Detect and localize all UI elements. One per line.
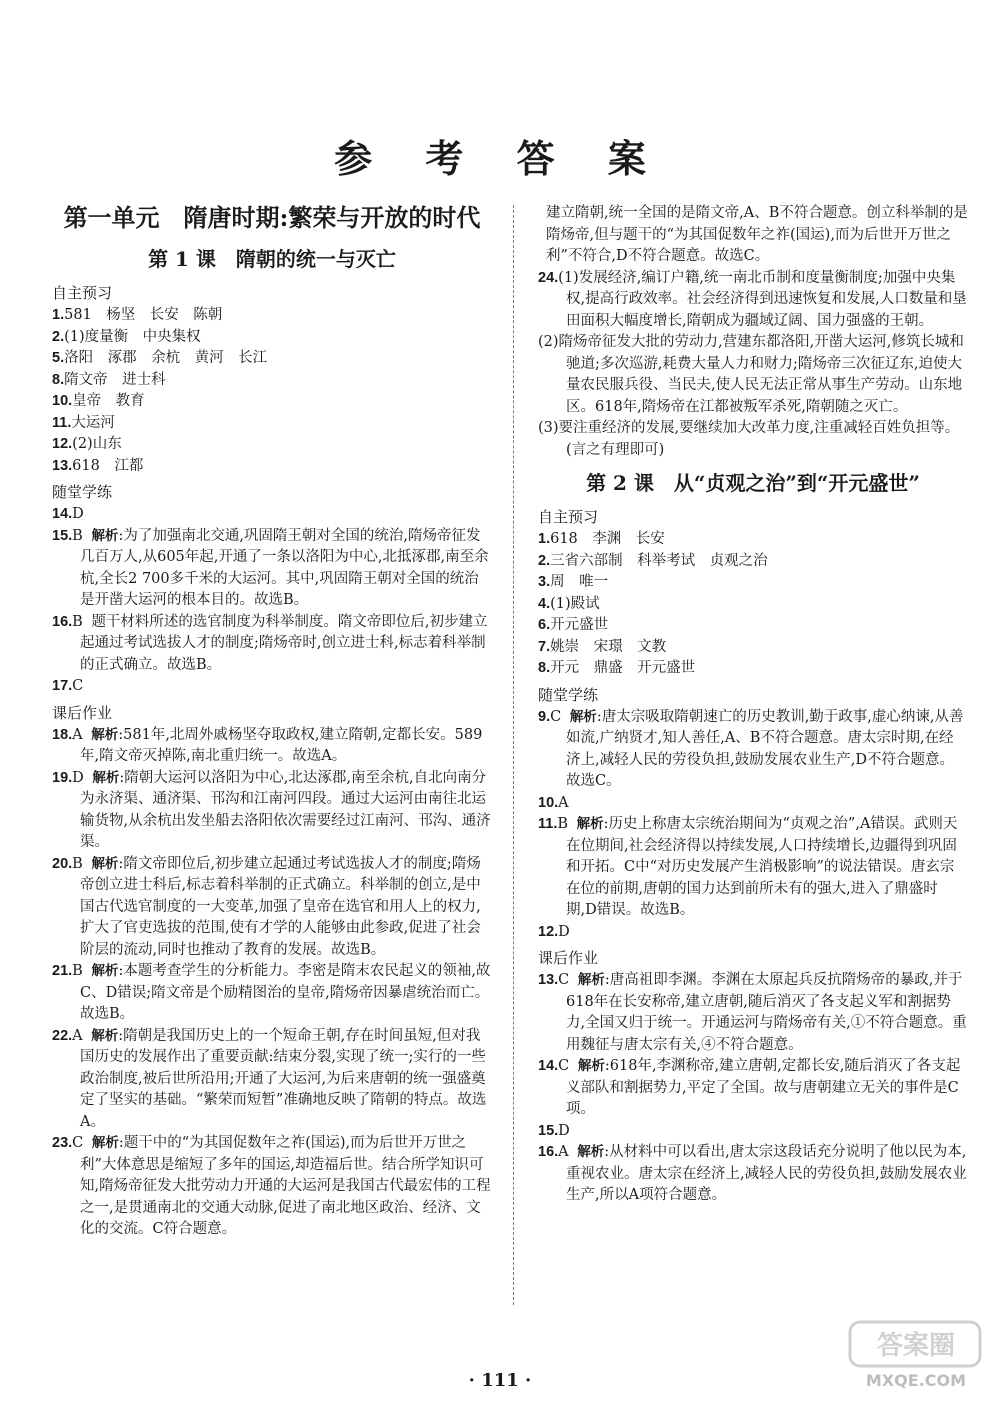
- answer-item: 24.(1)发展经济,编订户籍,统一南北币制和度量衡制度;加强中央集权,提高行政效率。社会经济得到迅速恢复和发展,人口数量和垦田面积大幅度增长,隋朝成为疆域辽阔、国力强盛的王朝。: [538, 269, 967, 329]
- answer-item: 1.581 杨坚 长安 陈朝: [52, 307, 223, 323]
- answer-item: 22.A 解析:隋朝是我国历史上的一个短命王朝,存在时间虽短,但对我国历史的发展作出了重要贡献:结束分裂,实现了统一;实行的一些政治制度,被后世所沿用;开通了大运河,为后来唐朝的统一强盛奠定了坚实的基础。“繁荣而短暂”准确地反映了隋朝的特点。故选A。: [52, 1027, 487, 1130]
- unit-title: 第一单元 隋唐时期:繁荣与开放的时代: [63, 203, 481, 232]
- class-practice-list: [538, 707, 968, 944]
- section-preview: 自主预习: [538, 508, 599, 526]
- q24-answer: [538, 268, 968, 462]
- class-practice-list: [52, 504, 492, 698]
- right-column: [538, 203, 968, 1207]
- svg-text:答案圈: 答案圈: [876, 1331, 956, 1361]
- section-class-practice: 随堂学练: [538, 685, 599, 704]
- answer-item: 17.C: [52, 678, 84, 694]
- section-homework: 课后作业: [52, 703, 113, 722]
- answer-item: 6.开元盛世: [538, 617, 609, 633]
- answer-item: (2)隋炀帝征发大批的劳动力,营建东都洛阳,开凿大运河,修筑长城和驰道;多次巡游,耗费大量人力和财力;隋炀帝三次征辽东,迫使大量农民服兵役、当民夫,使人民无法正常从事生产劳动。山东地区。618年,隋炀帝在江都被叛军杀死,隋朝随之灭亡。: [538, 334, 964, 415]
- section-class-practice: 随堂学练: [52, 483, 113, 501]
- lesson-2-title: 第 2 课 从“贞观之治”到“开元盛世”: [586, 471, 920, 495]
- homework-list: [52, 725, 492, 1241]
- watermark-logo: [846, 1316, 986, 1394]
- answer-item: 15.B 解析:为了加强南北交通,巩固隋王朝对全国的统治,隋炀帝征发几百万人,从605年起,开通了一条以洛阳为中心,北抵涿郡,南至余杭,全长2 700多千米的大运河。其中,巩固隋王朝对全国的统治是开凿大运河的根本目的。故选B。: [52, 527, 489, 608]
- answer-item: 15.D: [538, 1122, 570, 1139]
- answer-item: 19.D 解析:隋朝大运河以洛阳为中心,北达涿郡,南至余杭,自北向南分为永济渠、通济渠、邗沟和江南河四段。通过大运河由南往北运输货物,从余杭出发坐船去洛阳依次需要经过江南河、邗沟、通济渠。: [52, 769, 491, 850]
- answer-item: 10.皇帝 教育: [52, 393, 145, 409]
- answer-item: 11.大运河: [52, 414, 115, 431]
- section-preview: 自主预习: [52, 284, 113, 302]
- answer-item: 10.A: [538, 794, 569, 811]
- answer-item: 23.C 解析:题干中的“为其国促数年之祚(国运),而为后世开万世之利”大体意思是缩短了多年的国运,却造福后世。结合所学知识可知,隋炀帝征发大批劳动力开通的大运河是我国古代最宏伟的工程之一,是贯通南北的交通大动脉,促进了南北地区政治、经济、文化的交流。C符合题意。: [52, 1135, 491, 1237]
- answer-item: 3.周 唯一: [538, 574, 609, 590]
- answer-item: 1.618 李渊 长安: [538, 531, 665, 547]
- answer-item: (3)要注重经济的发展,要继续加大改革力度,注重减轻百姓负担等。(言之有理即可): [538, 420, 960, 458]
- svg-text:MXQE.COM: MXQE.COM: [865, 1371, 967, 1390]
- answer-item: 14.C 解析:618年,李渊称帝,建立唐朝,定都长安,随后消灭了各支起义部队和割据势力,平定了全国。故与唐朝建立无关的事件是C项。: [538, 1058, 961, 1117]
- answer-item: 2.(1)度量衡 中央集权: [52, 328, 201, 345]
- answer-item: 13.C 解析:唐高祖即李渊。李渊在太原起兵反抗隋炀帝的暴政,并于618年在长安称帝,建立唐朝,随后消灭了各支起义军和割据势力,全国又归于统一。开通运河与隋炀帝有关,①不符合题意。重用魏征与唐太宗有关,④不符合题意。: [538, 972, 967, 1053]
- answer-item: 16.A 解析:从材料中可以看出,唐太宗这段话充分说明了他以民为本,重视农业。唐太宗在经济上,减轻人民的劳役负担,鼓励发展农业生产,所以A项符合题意。: [538, 1144, 967, 1203]
- preview-list: [538, 529, 968, 680]
- answer-item: 9.C 解析:唐太宗吸取隋朝速亡的历史教训,勤于政事,虚心纳谏,从善如流,广纳贤才,知人善任,A、B不符合题意。唐太宗时期,在经济上,减轻人民的劳役负担,鼓励发展农业生产,D不符合题意。故选C。: [538, 708, 964, 789]
- answer-item: 11.B 解析:历史上称唐太宗统治期间为“贞观之治”,A错误。武则天在位期间,社会经济得以持续发展,人口持续增长,边疆得到巩固和开拓。C中“对历史发展产生消极影响”的说法错误。唐玄宗在位的前期,唐朝的国力达到前所未有的强大,进入了鼎盛时期,D错误。故选B。: [538, 816, 958, 918]
- preview-list: [52, 305, 492, 477]
- answer-item: 13.618 江都: [52, 457, 144, 474]
- column-divider: [513, 205, 514, 1305]
- answer-item: 8.隋文帝 进士科: [52, 371, 166, 388]
- answer-item: 18.A 解析:581年,北周外戚杨坚夺取政权,建立隋朝,定都长安。589年,隋文帝灭掉陈,南北重归统一。故选A。: [52, 726, 483, 764]
- answer-item: 12.(2)山东: [52, 436, 122, 452]
- lesson-1-title: 第 1 课 隋朝的统一与灭亡: [148, 247, 396, 271]
- answer-item: 5.洛阳 涿郡 余杭 黄河 长江: [52, 350, 268, 366]
- left-column: [52, 198, 492, 1241]
- page-title: 参 考 答 案: [334, 136, 666, 181]
- section-homework: 课后作业: [538, 949, 599, 967]
- answer-item: 12.D: [538, 923, 570, 940]
- homework-list: [538, 970, 968, 1207]
- answer-continuation: 建立隋朝,统一全国的是隋文帝,A、B不符合题意。创立科举制的是隋炀帝,但与题干的“为其国促数年之祚(国运),而为后世开万世之利”不符合,D不符合题意。故选C。: [546, 205, 968, 264]
- answer-item: 16.B 题干材料所述的选官制度为科举制度。隋文帝即位后,初步建立起通过考试选拔人才的制度;隋炀帝时,创立进士科,标志着科举制的正式确立。故选B。: [52, 613, 488, 673]
- answer-item: 8.开元 鼎盛 开元盛世: [538, 660, 696, 676]
- answer-item: 4.(1)殿试: [538, 595, 600, 612]
- answer-item: 7.姚崇 宋璟 文教: [538, 638, 667, 655]
- answer-item: 21.B 解析:本题考查学生的分析能力。李密是隋末农民起义的领袖,故C、D错误;隋文帝是个励精图治的皇帝,隋炀帝因暴虐统治而亡。故选B。: [52, 963, 491, 1022]
- answer-item: 20.B 解析:隋文帝即位后,初步建立起通过考试选拔人才的制度;隋炀帝创立进士科后,标志着科举制的正式确立。科举制的创立,是中国古代选官制度的一大变革,加强了皇帝在选官和用人上的权力,扩大了官吏选拔的范围,使有才学的人能够由此参政,促进了社会阶层的流动,同时也推动了教育的发展。故选B。: [52, 855, 481, 958]
- answer-item: 14.D: [52, 506, 84, 522]
- page-number: · 111 ·: [468, 1370, 532, 1391]
- answer-item: 2.三省六部制 科举考试 贞观之治: [538, 552, 768, 569]
